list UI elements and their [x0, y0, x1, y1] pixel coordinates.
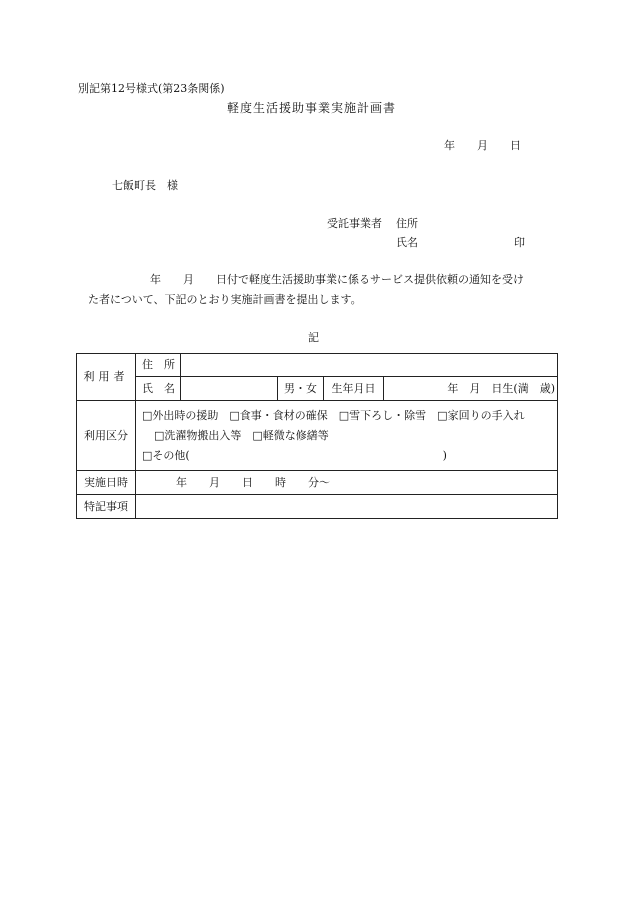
category-options-line3[interactable]: □その他( ): [142, 448, 447, 462]
contractor-label: 受託事業者: [327, 217, 382, 230]
notes-label: 特記事項: [77, 495, 136, 519]
ki-heading: 記: [308, 331, 319, 344]
category-label: 利用区分: [77, 401, 136, 471]
dob-label: 生年月日: [324, 377, 384, 401]
contractor-address-label: 住所: [396, 217, 418, 230]
user-address-field[interactable]: [181, 354, 558, 377]
notes-row: [77, 495, 558, 519]
document-title: 軽度生活援助事業実施計画書: [227, 101, 397, 115]
category-options[interactable]: [136, 401, 558, 471]
user-address-row: [77, 354, 558, 377]
gender-field[interactable]: 男・女: [278, 377, 324, 401]
category-row: [77, 401, 558, 471]
datetime-field[interactable]: 年 月 日 時 分〜: [136, 471, 558, 495]
body-text-line2: た者について、下記のとおり実施計画書を提出します。: [88, 293, 362, 306]
user-name-label: 氏 名: [136, 377, 181, 401]
form-number: 別記第12号様式(第23条関係): [78, 82, 225, 95]
plan-form-table: [76, 353, 558, 519]
addressee: 七飯町長 様: [112, 179, 178, 192]
user-name-field[interactable]: [181, 377, 278, 401]
contractor-name-label: 氏名: [396, 236, 418, 249]
datetime-label: 実施日時: [77, 471, 136, 495]
dob-field[interactable]: 年 月 日生(満 歳): [384, 377, 558, 401]
category-options-line1[interactable]: □外出時の援助 □食事・食材の確保 □雪下ろし・除雪 □家回りの手入れ: [142, 408, 525, 422]
user-name-row: [77, 377, 558, 401]
body-text-line1: 年 月 日付で軽度生活援助事業に係るサービス提供依頼の通知を受け: [150, 273, 524, 286]
seal-mark: 印: [514, 236, 525, 249]
date-line: 年 月 日: [444, 139, 521, 152]
user-label: 利用者: [77, 354, 136, 401]
notes-field[interactable]: [136, 495, 558, 519]
datetime-row: [77, 471, 558, 495]
user-address-label: 住 所: [136, 354, 181, 377]
category-options-line2[interactable]: □洗濯物搬出入等 □軽微な修繕等: [154, 428, 329, 442]
